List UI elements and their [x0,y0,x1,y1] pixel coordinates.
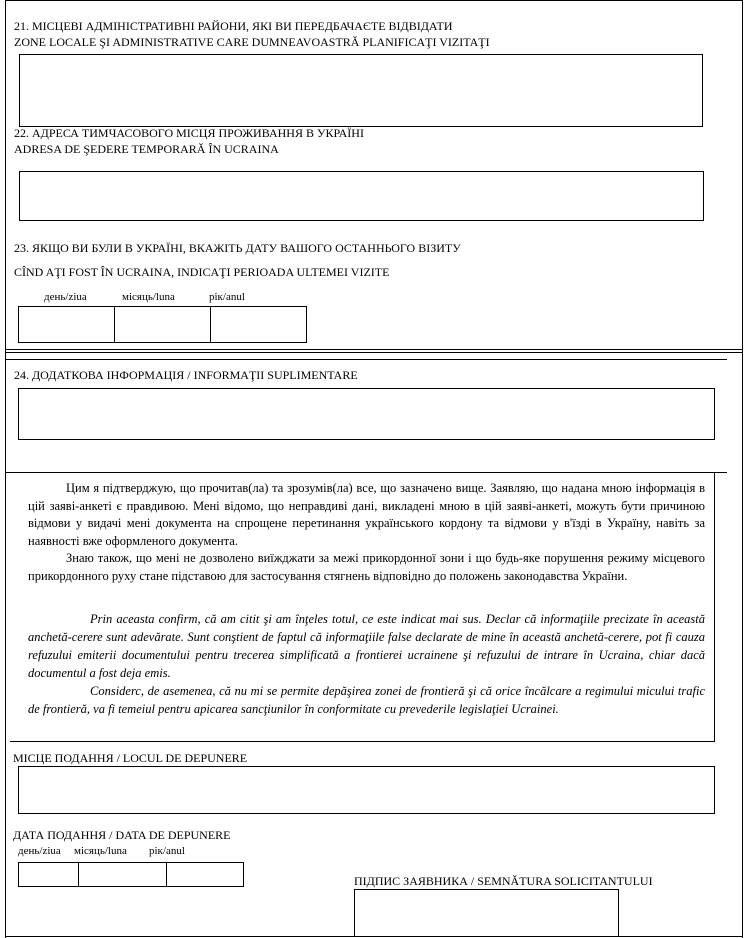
declaration-uk-p2: Знаю також, що мені не дозволено виїжджати за межі прикордонної зони і що будь-яке порушення режиму місцевого прикордонного руху стане підставою для застосування стягнень відповідно до положень законодавства України. [28,551,705,583]
q22-label-uk: 22. АДРЕСА ТИМЧАСОВОГО МІСЦЯ ПРОЖИВАННЯ В УКРАЇНІ [14,126,364,140]
date-year-field[interactable] [166,862,244,887]
declaration-ro-p2: Considerc, de asemenea, că nu mi se permite depăşirea zonei de frontieră şi că orice încălcare a regimului micului trafic de frontieră, va fi temeiul pentru apicarea sancţiunilor în conformitate cu prevederile legislaţiei Ucrainei. [28,684,705,716]
frame-right [742,0,743,938]
section-divider-1 [5,349,743,350]
declaration-uk-p1: Цим я підтверджую, що прочитав(ла) та зрозумів(ла) все, що зазначено вище. Заявляю, що надана мною інформація в цій заяві-анкеті є правдивою. Мені відомо, що неправдиві дані, викладені мною в цій заяві-анкеті, можуть бути причиною відмови у видачі мені документа на спрощене перетинання українського кордону та відмови у в'їзді в Україну, навіть за наявності вже оформленого документа. [28,481,705,548]
q23-year-field[interactable] [210,306,307,343]
q23-label-ro: CÎND AŢI FOST ÎN UCRAINA, INDICAŢI PERIOADA ULTEMEI VIZITE [14,265,390,279]
declaration-uk [28,480,705,585]
q23-day-label: день/ziua [44,291,87,303]
date-day-label: день/ziua [18,845,61,857]
section-divider-2 [5,352,743,353]
place-field[interactable] [18,766,715,814]
q23-day-field[interactable] [18,306,115,343]
section-divider-3 [5,359,727,360]
section-divider-4 [5,472,727,473]
date-month-field[interactable] [78,862,167,887]
q23-label-uk: 23. ЯКЩО ВИ БУЛИ В УКРАЇНІ, ВКАЖІТЬ ДАТУ ВАШОГО ОСТАННЬОГО ВІЗИТУ [14,241,461,255]
q22-label-ro: ADRESA DE ŞEDERE TEMPORARĂ ÎN UCRAINA [14,142,279,156]
declaration-frame-bottom [10,741,715,742]
q21-label-uk: 21. МІСЦЕВІ АДМІНІСТРАТИВНІ РАЙОНИ, ЯКІ ВИ ПЕРЕДБАЧАЄТЕ ВІДВІДАТИ [14,19,453,33]
frame-left [5,0,6,938]
signature-label: ПІДПИС ЗАЯВНИКА / SEMNĂTURA SOLICITANTULUI [354,874,653,888]
signature-field[interactable] [354,889,619,937]
date-year-label: рік/anul [149,845,185,857]
date-label: ДАТА ПОДАННЯ / DATA DE DEPUNERE [13,828,231,842]
q23-month-field[interactable] [114,306,211,343]
date-day-field[interactable] [18,862,79,887]
place-label: МІСЦЕ ПОДАННЯ / LOCUL DE DEPUNERE [13,751,248,765]
declaration-ro-p1: Prin aceasta confirm, că am citit şi am înţeles totul, ce este indicat mai sus. Declar că informaţiile precizate în această anchetă-cerere sunt adevărate. Sunt conştient de faptul că informaţiile false declarate de mine în această anchetă-cerere, pot fi cauza refuzului emiterii documentului pentru trecerea simplificată a frontierei ucrainene şi refuzului de intrare în Ucraina, chiar dacă documentul a fost deja emis. [28,612,705,680]
declaration-ro [28,610,705,718]
q21-field[interactable] [19,54,703,127]
q24-field[interactable] [18,388,715,440]
date-month-label: місяць/luna [74,845,127,857]
q21-label-ro: ZONE LOCALE ŞI ADMINISTRATIVE CARE DUMNEAVOASTRĂ PLANIFICAŢI VIZITAŢI [14,35,490,49]
declaration-frame-right [714,472,715,742]
q22-field[interactable] [19,171,704,221]
q23-year-label: рік/anul [209,291,245,303]
q24-label: 24. ДОДАТКОВА ІНФОРМАЦІЯ / INFORMAŢII SUPLIMENTARE [14,368,358,382]
q23-month-label: місяць/luna [122,291,175,303]
frame-top [5,0,743,1]
